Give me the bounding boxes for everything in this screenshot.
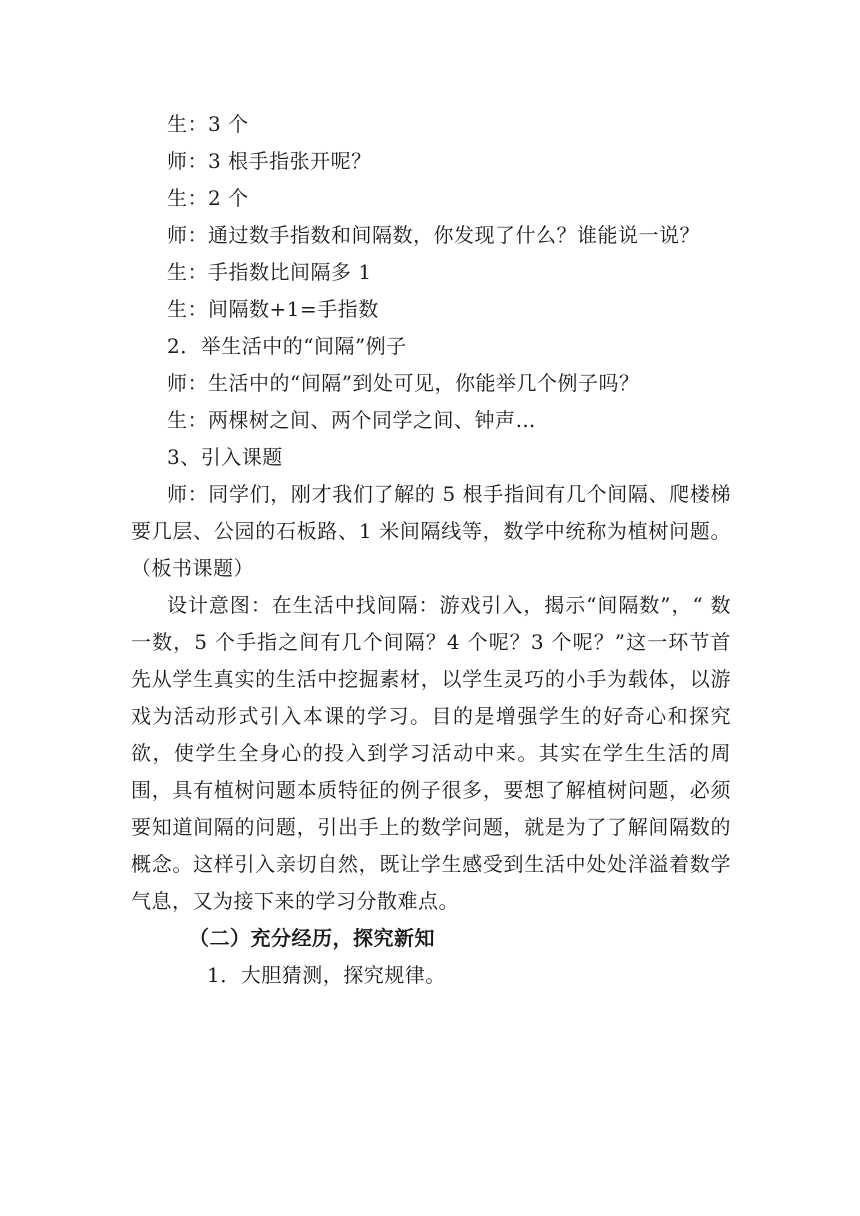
- paragraph-section-3: 3、引入课题: [167, 445, 283, 469]
- document-body: [131, 106, 731, 994]
- section-heading: （二）充分经历，探究新知: [189, 926, 435, 950]
- paragraph-teacher-intro: 师：同学们，刚才我们了解的 5 根手指间有几个间隔、爬楼梯要几层、公园的石板路、1 米间隔线等，数学中统称为植树问题。（板书课题）: [131, 482, 731, 580]
- paragraph-student-answer-4: 生：间隔数+1=手指数: [167, 297, 379, 321]
- paragraph-section-2: 2．举生活中的“间隔”例子: [167, 334, 407, 358]
- paragraph-student-answer-5: 生：两棵树之间、两个同学之间、钟声…: [167, 408, 536, 432]
- paragraph-teacher-question-1: 师：3 根手指张开呢？: [167, 149, 372, 173]
- paragraph-teacher-question-3: 师：生活中的“间隔”到处可见，你能举几个例子吗？: [167, 371, 640, 395]
- paragraph-teacher-question-2: 师：通过数手指数和间隔数，你发现了什么？谁能说一说？: [167, 223, 700, 247]
- paragraph-student-answer-3: 生：手指数比间隔多 1: [167, 260, 372, 284]
- paragraph-student-answer-2: 生：2 个: [167, 186, 249, 210]
- paragraph-design-intent: 设计意图：在生活中找间隔：游戏引入，揭示“间隔数”，“ 数一数，5 个手指之间有几个间隔？4 个呢？3 个呢？”这一环节首先从学生真实的生活中挖掘素材，以学生灵巧的小手为载体，以游戏为活动形式引入本课的学习。目的是增强学生的好奇心和探究欲，使学生全身心的投入到学习活动中来。其实在学生生活的周围，具有植树问题本质特征的例子很多，要想了解植树问题，必须要知道间隔的问题，引出手上的数学问题，就是为了了解间隔数的概念。这样引入亲切自然，既让学生感受到生活中处处洋溢着数学气息，又为接下来的学习分散难点。: [131, 593, 731, 913]
- paragraph-student-answer-1: 生：3 个: [167, 112, 249, 136]
- subsection-heading: 1．大胆猜测，探究规律。: [207, 963, 446, 987]
